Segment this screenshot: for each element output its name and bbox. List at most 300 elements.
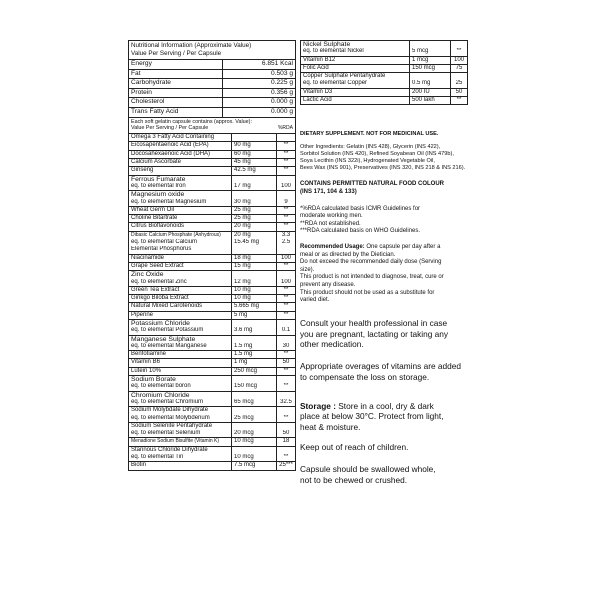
ingredient-amount-line — [234, 176, 276, 183]
ingredient-name-line: Folic Acid — [303, 64, 329, 71]
ingredient-name-line: Citrus Bioflavonoids — [131, 223, 185, 230]
ingredient-row — [129, 368, 295, 376]
ingredient-amount-line: 25 mg — [234, 206, 251, 213]
text-line: heat & moisture. — [300, 422, 361, 433]
ingredient-amount-line: 250 mcg — [234, 367, 258, 374]
nutrition-header-line1: Nutritional Information (Approximate Value) — [131, 42, 252, 49]
ingredient-name — [129, 392, 232, 407]
ingredient-amount-line: 10 mg — [234, 286, 251, 293]
ingredient-amount — [232, 176, 277, 191]
text-line: ***RDA calculated basis on WHO Guidelines. — [300, 228, 421, 235]
ingredient-amount — [410, 89, 451, 96]
capsule-note — [129, 118, 295, 135]
ingredient-amount-line: 20 mg — [234, 231, 251, 238]
ingredient-row — [129, 438, 295, 446]
ingredient-rda-line: ** — [283, 351, 289, 358]
ingredient-amount-line: 20 mcg — [234, 430, 254, 437]
ingredient-rda — [277, 336, 295, 351]
ingredient-rda — [277, 312, 295, 319]
ingredient-rda — [277, 392, 295, 407]
ingredient-amount — [232, 423, 277, 438]
ingredient-rda — [277, 376, 295, 391]
storage-title: Storage : — [300, 400, 336, 411]
ingredient-name-line: Choline Bitartrate — [131, 215, 178, 222]
ingredient-row — [129, 312, 295, 320]
nutrition-row — [129, 98, 295, 108]
ingredient-rda — [277, 423, 295, 438]
ingredient-amount — [232, 376, 277, 391]
colour-statement — [300, 181, 468, 196]
ingredient-rda-line: ** — [283, 383, 289, 390]
ingredient-row — [129, 320, 295, 336]
ingredient-name — [129, 303, 232, 310]
ingredient-name-line: eq. to elemental Molybdenum — [131, 414, 210, 421]
ingredient-rda-line: 2.5 — [281, 239, 291, 246]
ingredient-amount-line: 150 mcg — [412, 64, 436, 71]
text-line: This product is not intended to diagnose, treat, cure or — [300, 274, 444, 281]
ingredient-amount — [232, 134, 277, 141]
ingredient-rda-line: ** — [283, 215, 289, 222]
ingredient-name — [301, 97, 410, 104]
ingredient-rda — [277, 287, 295, 294]
ingredient-name-line: Chromium Chloride — [131, 391, 190, 399]
usage-block — [300, 244, 468, 305]
ingredient-name — [301, 73, 410, 88]
ingredient-row — [129, 159, 295, 167]
ingredient-rda-line — [277, 392, 295, 399]
ingredient-name — [129, 223, 232, 230]
ingredient-amount-line — [234, 392, 276, 399]
text-line: Other Ingredients: Gelatin (INS 428), Glycerin (INS 422), — [300, 143, 441, 150]
ingredients-table — [128, 118, 296, 471]
ingredient-rda — [277, 263, 295, 270]
ingredient-name-line: Ferrous Fumarate — [131, 175, 186, 183]
ingredient-rda — [451, 89, 467, 96]
nutrition-row — [129, 108, 295, 117]
ingredient-rda — [277, 359, 295, 366]
ingredient-name-line: Nickel Sulphate — [303, 41, 351, 48]
ingredient-rda-line: 100 — [453, 56, 464, 63]
ingredient-name-line: Natural Mixed Carotenoids — [131, 303, 203, 310]
ingredient-amount-line: 7.5 mcg — [234, 462, 256, 469]
capsule-note-line2: Value Per Serving / Per Capsule — [131, 125, 209, 132]
ingredient-rda-line — [277, 423, 295, 430]
ingredient-amount-line — [234, 191, 276, 198]
ingredient-amount-line: 17 mg — [234, 182, 251, 189]
ingredient-rda-line: 75 — [455, 64, 463, 71]
ingredient-name — [129, 191, 232, 206]
ingredient-name-line: Vitamin B6 — [131, 359, 160, 366]
ingredient-amount-line — [412, 41, 450, 48]
ingredient-rda — [277, 223, 295, 230]
ingredient-amount-line — [234, 336, 276, 343]
ingredient-name — [129, 134, 232, 141]
ingredient-name — [129, 351, 232, 358]
ingredient-rda-line — [277, 271, 295, 278]
ingredient-rda — [277, 255, 295, 262]
ingredient-amount-line — [234, 376, 276, 383]
ingredient-rda — [277, 215, 295, 222]
text-line: Soya Lecithin (INS 322i), Hydrogenated Vegetable Oil, — [300, 157, 435, 164]
ingredient-row — [129, 423, 295, 439]
text-line: Capsule should be swallowed whole, — [300, 463, 436, 474]
ingredient-rda-line: 100 — [280, 278, 291, 285]
nutrition-row — [129, 89, 295, 99]
ingredient-amount — [410, 41, 451, 56]
ingredient-amount — [232, 407, 277, 422]
ingredient-row — [129, 232, 295, 255]
ingredient-name — [129, 263, 232, 270]
ingredient-row — [129, 447, 295, 463]
ingredient-name-line: Lactic Acid — [303, 97, 332, 104]
ingredient-rda — [277, 176, 295, 191]
text-line: meal or as directed by the Dietician. — [300, 251, 396, 258]
ingredient-name — [129, 359, 232, 366]
ingredient-rda — [277, 142, 295, 149]
ingredient-rda-line: 100 — [280, 182, 291, 189]
left-column — [128, 40, 296, 471]
ingredient-name-line: eq. to elemental Magnesium — [131, 198, 207, 205]
ingredient-amount — [232, 151, 277, 158]
ingredient-row — [301, 73, 467, 89]
ingredient-name-line: eq. to elemental Manganese — [131, 342, 207, 349]
ingredient-amount — [410, 57, 451, 64]
text-line: not to be chewed or crushed. — [300, 474, 408, 485]
ingredient-amount-line: 1.5 mg — [234, 342, 253, 349]
ingredient-amount — [232, 255, 277, 262]
ingredient-name-line: Green Tea Extract — [131, 286, 180, 293]
ingredient-amount-line: 90 mg — [234, 142, 251, 149]
ingredient-rda-line: 3.3 — [281, 231, 291, 238]
ingredient-rda-line: 18 — [282, 438, 290, 445]
dietary-title: DIETARY SUPPLEMENT. NOT FOR MEDICINAL USE. — [300, 131, 439, 138]
storage-block — [300, 401, 468, 433]
ingredient-name-line: Grape Seed Extract — [131, 262, 184, 269]
ingredient-row — [129, 359, 295, 367]
ingredient-amount-line — [234, 320, 276, 327]
ingredient-rda-line: ** — [283, 206, 289, 213]
ingredient-amount-line — [234, 407, 276, 414]
ingredient-amount — [232, 368, 277, 375]
ingredient-amount-line: 18 mg — [234, 254, 251, 261]
ingredient-amount — [232, 232, 277, 254]
ingredient-amount-line: 20 mg — [234, 223, 251, 230]
ingredient-amount-line: 10 mcg — [234, 438, 254, 445]
text-line: other medication. — [300, 339, 364, 350]
ingredient-rda-line: ** — [283, 454, 289, 461]
usage-line-0: One capsule per day after a — [364, 243, 441, 250]
ingredient-amount — [232, 142, 277, 149]
ingredient-rda-line — [277, 407, 295, 414]
ingredient-name — [129, 320, 232, 335]
ingredient-rda-line — [277, 191, 295, 198]
ingredient-rda — [277, 151, 295, 158]
nutrition-row — [129, 79, 295, 89]
ingredient-rda-line — [277, 320, 295, 327]
ingredient-name-line: eq. to elemental boron — [131, 383, 191, 390]
ingredient-rda — [277, 462, 295, 469]
ingredient-rda-line: ** — [283, 311, 289, 318]
ingredient-name-line: eq. to elemental Zinc — [131, 278, 187, 285]
ingredient-name — [129, 312, 232, 319]
ingredient-rda — [277, 191, 295, 206]
ingredient-row — [129, 351, 295, 359]
ingredient-amount — [232, 351, 277, 358]
nutrient-value: 0.356 g — [222, 89, 295, 98]
ingredient-row — [129, 376, 295, 392]
ingredient-name — [129, 167, 232, 174]
ingredient-row — [129, 167, 295, 175]
ingredient-rda — [451, 57, 467, 64]
ingredient-name-line: Omega 3 Fatty Acid Containing — [131, 134, 215, 141]
ingredient-rda-line — [277, 376, 295, 383]
ingredient-rda-line: ** — [283, 223, 289, 230]
ingredient-row — [129, 255, 295, 263]
ingredient-rda — [451, 73, 467, 88]
ingredient-amount — [232, 287, 277, 294]
ingredient-amount — [232, 320, 277, 335]
ingredient-amount-line: 500 lakh — [412, 97, 435, 104]
ingredient-rda — [277, 320, 295, 335]
storage-line-0: Store in a cool, dry & dark — [335, 400, 434, 411]
ingredient-rda — [277, 232, 295, 254]
ingredient-rda-line: 50 — [455, 88, 463, 95]
ingredient-amount-line: 25 mg — [234, 215, 251, 222]
ingredient-name — [129, 368, 232, 375]
capsule-note-line1: Each soft gelatin capsule contains (approx. Value): — [131, 118, 252, 125]
ingredient-name — [129, 271, 232, 286]
ingredient-name — [129, 159, 232, 166]
ingredient-name-line: Calcium Ascorbate — [131, 159, 182, 166]
ingredient-name-line: eq. to elemental Nickel — [303, 48, 364, 55]
ingredient-name-line: Docosahexaenoic Acid (DHA) — [131, 150, 211, 157]
ingredient-name-line: eq. to elemental Calcium — [131, 239, 198, 246]
ingredient-amount — [232, 159, 277, 166]
rda-column-header: %RDA — [277, 125, 293, 132]
ingredient-rda-line: ** — [283, 142, 289, 149]
ingredient-name — [129, 336, 232, 351]
ingredient-row — [129, 271, 295, 287]
ingredient-name-line: Manganese Sulphate — [131, 335, 196, 343]
ingredient-row — [129, 191, 295, 207]
ingredient-rda-line — [451, 73, 467, 80]
ingredient-amount-line: 42.5 mg — [234, 167, 256, 174]
ingredient-rda-line: ** — [456, 48, 462, 55]
ingredient-rda — [277, 159, 295, 166]
nutrient-value: 0.225 g — [222, 79, 295, 88]
text-line: Appropriate overages of vitamins are added — [300, 361, 461, 372]
ingredient-row — [129, 392, 295, 408]
ingredient-row — [129, 336, 295, 352]
ingredient-rda-line: ** — [283, 167, 289, 174]
ingredient-row — [129, 207, 295, 215]
ingredient-amount-line: 1 mg — [234, 359, 248, 366]
ingredient-rda — [451, 97, 467, 104]
keep-out-statement: Keep out of reach of children. — [300, 442, 409, 453]
ingredient-name — [129, 447, 232, 462]
ingredient-amount-line: 0.5 mg — [412, 80, 431, 87]
ingredient-name-line: eq. to elemental Tin — [131, 454, 184, 461]
ingredient-name — [129, 423, 232, 438]
nutrient-name: Cholesterol — [131, 98, 165, 106]
ingredient-amount — [410, 73, 451, 88]
ingredient-name — [129, 151, 232, 158]
text-line: (INS 171, 104 & 133) — [300, 188, 357, 195]
ingredient-rda — [277, 295, 295, 302]
ingredient-rda — [277, 303, 295, 310]
ingredient-rda-line: 0.1 — [281, 327, 291, 334]
ingredient-name-line: eq. to elemental Copper — [303, 80, 368, 87]
ingredient-name — [301, 65, 410, 72]
ingredient-name — [129, 215, 232, 222]
text-line: This product should not be used as a substitute for — [300, 289, 435, 296]
ingredient-amount-line: 10 mg — [234, 295, 251, 302]
ingredient-amount-line: 1.5 mg — [234, 351, 253, 358]
text-line: moderate working men. — [300, 213, 363, 220]
ingredient-row — [129, 263, 295, 271]
ingredient-rda-line: ** — [283, 286, 289, 293]
text-line: place at below 30°C. Protect from light, — [300, 411, 444, 422]
ingredient-rda — [451, 41, 467, 56]
ingredient-rda-line — [277, 176, 295, 183]
ingredient-amount-line: 15.45 mg — [234, 239, 260, 246]
ingredient-name-line: Lutein 10% — [131, 367, 162, 374]
ingredient-name-line: Vitamin D3 — [303, 88, 333, 95]
ingredient-name-line: eq. to elemental Potassium — [131, 327, 204, 334]
ingredient-amount — [232, 462, 277, 469]
nutrition-header-line2: Value Per Serving / Per Capsule — [131, 50, 222, 57]
usage-lines — [300, 252, 468, 305]
ingredient-name-line: Piperine — [131, 311, 154, 318]
ingredient-amount-line — [234, 423, 276, 430]
ingredient-amount-line: 5 mcg — [412, 48, 429, 55]
nutrient-name: Carbohydrate — [131, 79, 171, 87]
ingredient-rda-line — [277, 447, 295, 454]
ingredient-rda-line: 9 — [284, 198, 288, 205]
left-ingredient-rows — [129, 134, 295, 469]
ingredient-name-line: Sodium Borate — [131, 376, 176, 384]
text-line: Bees Wax (INS 901), Preservatives (INS 320, INS 218 & INS 216). — [300, 165, 466, 172]
ingredient-amount — [232, 447, 277, 462]
text-line: CONTAINS PERMITTED NATURAL FOOD COLOUR — [300, 181, 444, 188]
ingredient-row — [129, 287, 295, 295]
nutrient-value: 0.503 g — [222, 70, 295, 79]
text-line: to compensate the loss on storage. — [300, 371, 430, 382]
ingredient-name — [129, 287, 232, 294]
ingredient-rda-line: 30 — [282, 342, 290, 349]
ingredient-name — [129, 207, 232, 214]
ingredient-rda — [277, 368, 295, 375]
ingredient-amount — [232, 223, 277, 230]
text-line: you are pregnant, lactating or taking any — [300, 328, 449, 339]
ingredient-amount-line: 3.6 mg — [234, 327, 253, 334]
ingredient-amount — [232, 191, 277, 206]
ingredient-amount — [232, 359, 277, 366]
ingredient-amount-line: 12 mg — [234, 278, 251, 285]
ingredient-row — [129, 215, 295, 223]
ingredient-name-line: Magnesium oxide — [131, 191, 185, 199]
rda-notes — [300, 206, 468, 236]
ingredient-rda-line: 32.5 — [280, 398, 292, 405]
ingredient-amount-line — [234, 271, 276, 278]
ingredient-amount — [232, 167, 277, 174]
nutrient-name: Energy — [131, 60, 152, 67]
ingredient-row — [129, 151, 295, 159]
ingredient-name — [129, 407, 232, 422]
ingredient-name-line: Vitamin B12 — [303, 56, 336, 63]
text-line: Do not exceed the recommended daily dose (Serving — [300, 259, 442, 266]
ingredient-name-line: eq. to elemental Chromium — [131, 398, 204, 405]
text-line: size). — [300, 266, 315, 273]
ingredient-amount-line: 5 mg — [234, 311, 248, 318]
ingredient-rda — [277, 351, 295, 358]
ingredient-name — [301, 89, 410, 96]
ingredient-amount — [410, 97, 451, 104]
ingredient-amount — [232, 392, 277, 407]
ingredient-name-line: Wheat Germ Oil — [131, 206, 175, 213]
ingredient-name-line: Menadione Sodium Bisulfite (Vitamin K) — [131, 438, 220, 445]
ingredient-rda — [277, 271, 295, 286]
ingredient-amount — [410, 65, 451, 72]
text-line: varied diet. — [300, 297, 330, 304]
ingredient-rda — [451, 65, 467, 72]
ingredient-amount-line — [234, 447, 276, 454]
nutrient-value: 6.851 Kcal — [222, 60, 295, 69]
ingredient-row — [301, 41, 467, 57]
ingredient-amount — [232, 207, 277, 214]
ingredient-amount — [232, 295, 277, 302]
ingredient-rda — [277, 134, 295, 141]
ingredient-amount-line — [412, 73, 450, 80]
ingredient-name-line: Elemental Phosphorus — [131, 246, 192, 253]
ingredient-amount-line: 45 mg — [234, 159, 251, 166]
ingredient-name — [129, 462, 232, 469]
text-line: Consult your health professional in case — [300, 317, 448, 328]
other-ingredients — [300, 144, 468, 173]
ingredient-amount-line: 60 mg — [234, 150, 251, 157]
ingredient-name — [129, 376, 232, 391]
nutrient-value: 0.000 g — [222, 98, 295, 107]
ingredient-name-line: Potassium Chloride — [131, 319, 190, 327]
consult-statement — [300, 318, 468, 350]
ingredient-rda-line: ** — [283, 262, 289, 269]
ingredient-name — [129, 176, 232, 191]
ingredient-amount-line: 30 mg — [234, 198, 251, 205]
storage-lines — [300, 411, 468, 433]
text-line: prevent any disease. — [300, 281, 356, 288]
nutrition-rows — [129, 60, 295, 117]
ingredient-name-line: Niacinamide — [131, 254, 165, 261]
ingredient-name — [129, 295, 232, 302]
ingredient-rda-line: ** — [283, 303, 289, 310]
nutrition-table — [128, 40, 296, 118]
swallow-statement — [300, 464, 468, 486]
ingredient-name-line: Copper Sulphate Pentahydrate — [303, 73, 386, 80]
ingredient-name — [129, 255, 232, 262]
ingredient-row — [129, 295, 295, 303]
overages-statement — [300, 361, 468, 383]
ingredient-amount-line: 200 IU — [412, 88, 430, 95]
ingredient-row — [301, 89, 467, 97]
ingredient-row — [129, 303, 295, 311]
ingredient-row — [301, 65, 467, 73]
ingredient-rda — [277, 407, 295, 422]
ingredient-amount-line: 15 mg — [234, 262, 251, 269]
ingredient-amount-line: 150 mcg — [234, 383, 258, 390]
ingredient-name-line: Benfotiamine — [131, 351, 167, 358]
ingredient-row — [129, 176, 295, 192]
ingredient-rda-line: 50 — [282, 359, 290, 366]
